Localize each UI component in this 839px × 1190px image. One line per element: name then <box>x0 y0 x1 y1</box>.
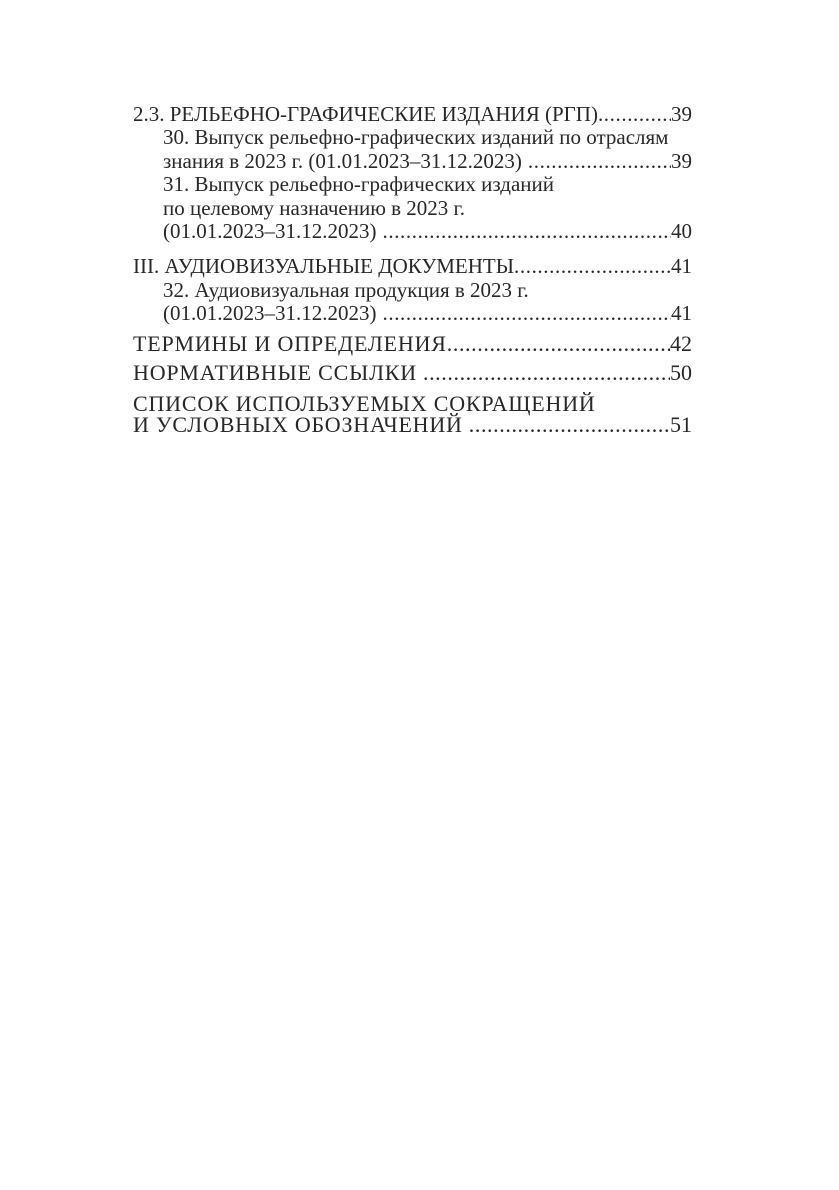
toc-entry-abbreviations <box>133 390 692 438</box>
dot-leader <box>469 414 670 436</box>
toc-entry-terms <box>133 330 692 356</box>
dot-leader <box>528 150 671 173</box>
dot-leader <box>598 103 671 126</box>
toc-entry-normative-references <box>133 362 692 384</box>
page-number: 40 <box>671 219 692 244</box>
dot-leader <box>383 302 672 325</box>
toc-line: 32. Аудиовизуальная продукция в 2023 г. <box>163 277 529 302</box>
toc-line <box>163 150 692 173</box>
toc-entry-title: (01.01.2023–31.12.2023) <box>163 301 377 326</box>
toc-line <box>133 103 692 126</box>
toc-entry-title: НОРМАТИВНЫЕ ССЫЛКИ <box>133 360 417 386</box>
toc-entry-item-30 <box>133 126 692 173</box>
toc-entry-item-31 <box>133 173 692 243</box>
toc-line <box>163 220 692 243</box>
toc-line <box>133 330 692 356</box>
toc-entry-title: знания в 2023 г. (01.01.2023–31.12.2023) <box>163 148 522 173</box>
dot-leader <box>514 255 671 278</box>
toc-entry-item-32 <box>133 279 692 326</box>
page-number: 39 <box>671 148 692 173</box>
toc-line: по целевому назначению в 2023 г. <box>163 195 466 220</box>
page-number: 51 <box>670 412 692 438</box>
toc-line: 30. Выпуск рельефно-графических изданий по отраслям <box>163 125 669 150</box>
page-number: 39 <box>671 102 692 126</box>
toc-line <box>133 362 692 384</box>
toc-line <box>163 302 692 325</box>
toc-line: 31. Выпуск рельефно-графических изданий <box>163 172 554 197</box>
page-number: 42 <box>670 330 692 356</box>
toc-line <box>133 255 692 278</box>
toc-entry-title: III. АУДИОВИЗУАЛЬНЫЕ ДОКУМЕНТЫ <box>133 254 515 279</box>
toc-line: СПИСОК ИСПОЛЬЗУЕМЫХ СОКРАЩЕНИЙ <box>133 390 596 416</box>
page-number: 41 <box>671 301 692 326</box>
toc-entry-title: 2.3. РЕЛЬЕФНО-ГРАФИЧЕСКИЕ ИЗДАНИЯ (РГП) <box>133 102 598 126</box>
table-of-contents <box>133 103 692 436</box>
toc-entry-section-3 <box>133 255 692 278</box>
toc-entry-title: (01.01.2023–31.12.2023) <box>163 219 377 244</box>
dot-leader <box>423 362 670 384</box>
toc-entry-title: И УСЛОВНЫХ ОБОЗНАЧЕНИЙ <box>133 412 463 438</box>
page-number: 50 <box>670 360 692 386</box>
page-number: 41 <box>671 254 692 279</box>
dot-leader <box>447 333 670 355</box>
dot-leader <box>383 220 672 243</box>
toc-entry-section-2-3 <box>133 103 692 126</box>
toc-line <box>133 414 692 436</box>
toc-entry-title: ТЕРМИНЫ И ОПРЕДЕЛЕНИЯ <box>133 330 447 356</box>
